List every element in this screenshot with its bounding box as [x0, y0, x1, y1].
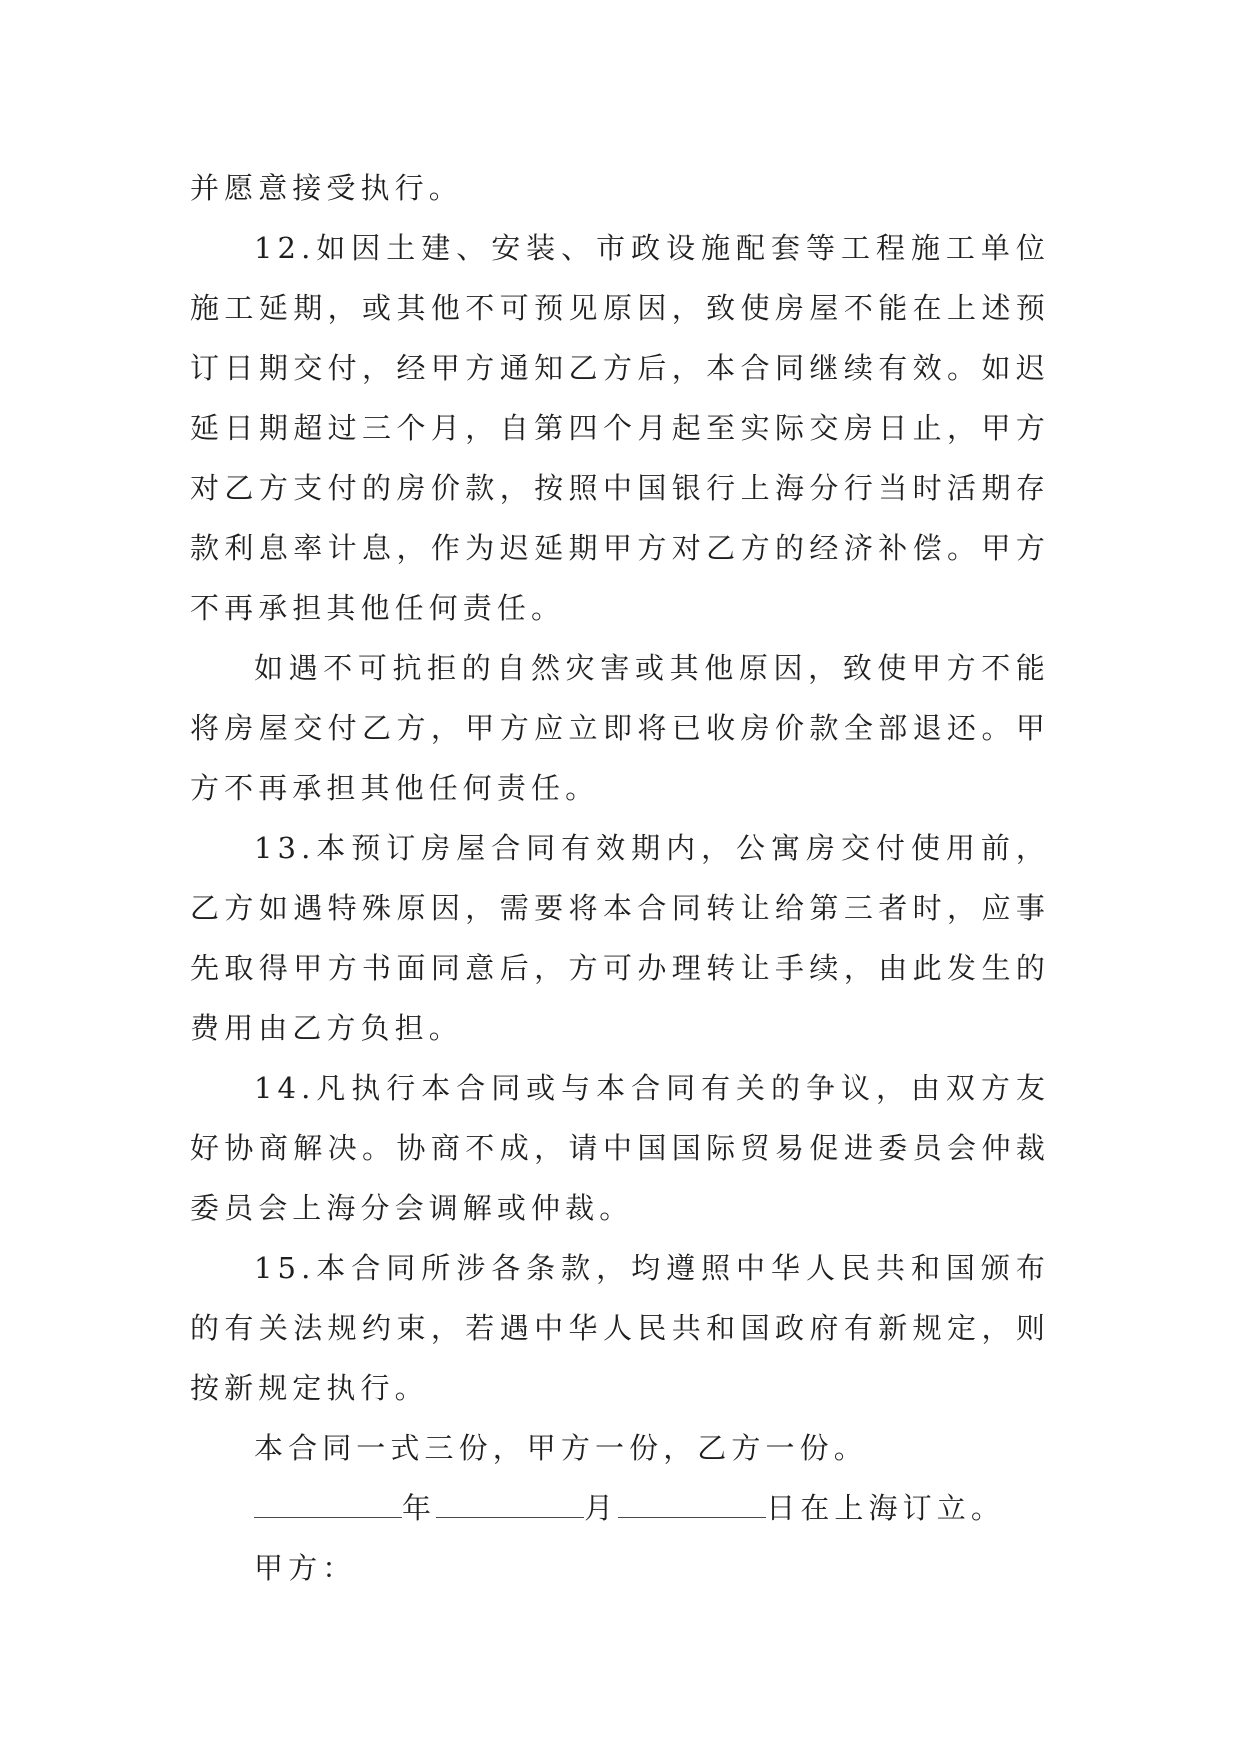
contract-body: [190, 158, 1050, 1598]
clause-13: 13.本预订房屋合同有效期内，公寓房交付使用前，乙方如遇特殊原因，需要将本合同转让给第三者时，应事先取得甲方书面同意后，方可办理转让手续，由此发生的费用由乙方负担。: [190, 831, 1050, 1045]
day-place-label: 日在上海订立。: [766, 1491, 1005, 1525]
force-majeure-paragraph: 如遇不可抗拒的自然灾害或其他原因，致使甲方不能将房屋交付乙方，甲方应立即将已收房价款全部退还。甲方不再承担其他任何责任。: [190, 651, 1050, 805]
signing-date-line: [190, 1478, 1050, 1538]
copies-statement: 本合同一式三份，甲方一份，乙方一份。: [254, 1431, 868, 1465]
party-a-label: 甲方：: [254, 1551, 357, 1585]
month-blank[interactable]: [436, 1483, 584, 1518]
month-label: 月: [584, 1491, 619, 1525]
year-blank[interactable]: [254, 1483, 402, 1518]
day-blank[interactable]: [618, 1483, 766, 1518]
clause-14: 14.凡执行本合同或与本合同有关的争议，由双方友好协商解决。协商不成，请中国国际贸易促进委员会仲裁委员会上海分会调解或仲裁。: [190, 1071, 1050, 1225]
year-label: 年: [402, 1491, 437, 1525]
clause-12: 12.如因土建、安装、市政设施配套等工程施工单位施工延期，或其他不可预见原因，致使房屋不能在上述预订日期交付，经甲方通知乙方后，本合同继续有效。如迟延日期超过三个月，自第四个月起至实际交房日止，甲方对乙方支付的房价款，按照中国银行上海分行当时活期存款利息率计息，作为迟延期甲方对乙方的经济补偿。甲方不再承担其他任何责任。: [190, 231, 1050, 625]
paragraph-continuation: 并愿意接受执行。: [190, 171, 463, 205]
clause-15: 15.本合同所涉各条款，均遵照中华人民共和国颁布的有关法规约束，若遇中华人民共和国政府有新规定，则按新规定执行。: [190, 1251, 1050, 1405]
